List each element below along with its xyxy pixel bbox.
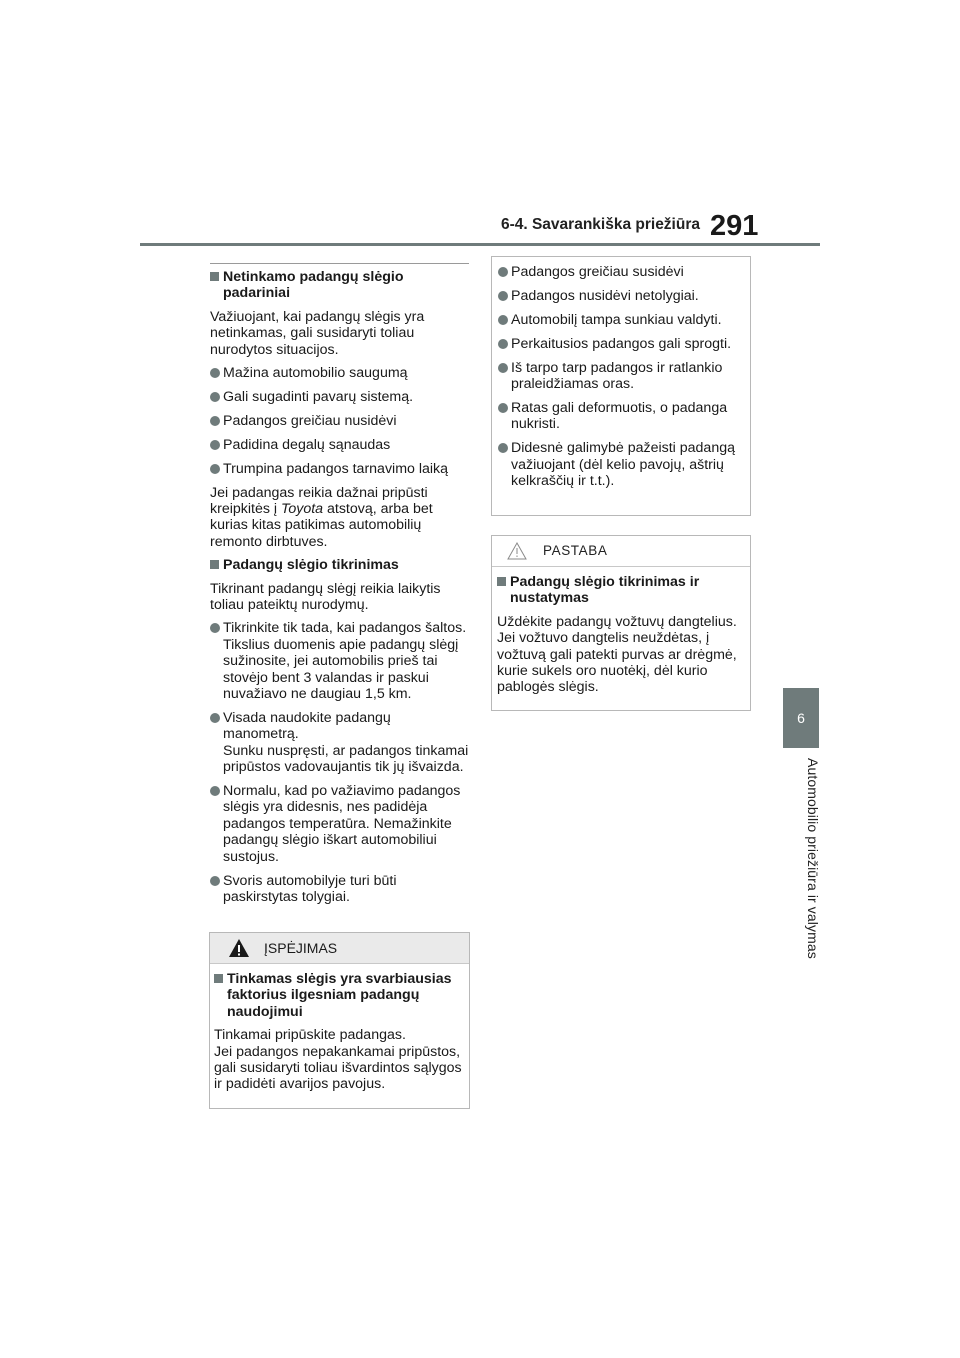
paragraph: Tinkamai pripūskite padangas. Jei padangos nepakankamai pripūstos, gali susidaryti toliau išvardintos sąlygos ir padidėti avarijos pavojus.	[214, 1027, 462, 1093]
chapter-title: Automobilio priežiūra ir valymas	[805, 758, 821, 959]
list-item-text: Padangos nusidėvi netolygiai.	[511, 287, 699, 304]
warning-box	[209, 932, 470, 1109]
list-item-text: Ratas gali deformuotis, o padanga nukristi.	[511, 399, 728, 433]
round-bullet-icon	[498, 267, 508, 277]
round-bullet-icon	[498, 291, 508, 301]
heading-text: Padangų slėgio tikrinimas	[223, 557, 399, 574]
paragraph: Uždėkite padangų vožtuvų dangtelius. Jei vožtuvo dangtelis neuždėtas, į vožtuvą gali patekti purvas ar drėgmė, kurie sukels oro nuotėkį, dėl kurio pablogės slėgis.	[497, 613, 737, 696]
list-item-text: Didesnė galimybė pažeisti padangą važiuojant (dėl kelio pavojų, aštrių kelkraščių ir t.t.).	[511, 440, 735, 490]
list-item-text: Padidina degalų sąnaudas	[223, 436, 391, 453]
round-bullet-icon	[210, 876, 220, 886]
square-bullet-icon	[210, 272, 219, 281]
list-item	[498, 312, 746, 328]
left-column	[210, 269, 470, 913]
list-item	[498, 360, 746, 393]
list-item	[210, 620, 470, 702]
round-bullet-icon	[210, 713, 220, 723]
chapter-tab: 6	[783, 688, 819, 748]
section-heading	[210, 269, 470, 302]
section-heading	[214, 971, 465, 1020]
round-bullet-icon	[210, 464, 220, 474]
list-item-text: Padangos greičiau nusidėvi	[223, 412, 397, 429]
list-item-text: Trumpina padangos tarnavimo laiką	[223, 460, 449, 477]
round-bullet-icon	[498, 315, 508, 325]
brand-name: Toyota	[280, 500, 324, 517]
list-item	[498, 336, 746, 352]
paragraph: Važiuojant, kai padangų slėgis yra netinkamas, gali susidaryti toliau nurodytos situacijos.	[210, 308, 425, 358]
round-bullet-icon	[498, 339, 508, 349]
square-bullet-icon	[497, 577, 506, 586]
warning-triangle-icon	[228, 938, 250, 958]
heading-text: Padangų slėgio tikrinimas ir nustatymas	[510, 574, 700, 607]
round-bullet-icon	[498, 403, 508, 413]
page-number: 291	[710, 210, 759, 242]
note-box	[491, 535, 751, 711]
list-item-text: Padangos greičiau susidėvi	[511, 264, 684, 280]
list-item	[210, 710, 470, 776]
list-item-text: Iš tarpo tarp padangos ir ratlankio praleidžiamas oras.	[511, 359, 723, 393]
list-item	[210, 365, 470, 381]
list-item-text: Normalu, kad po važiavimo padangos slėgis yra didesnis, nes padidėja padangos temperatūra. Nemažinkite padangų slėgio iškart automobiliui sustojus.	[223, 783, 461, 865]
section-title: 6-4. Savarankiška priežiūra	[500, 216, 700, 233]
warning-body	[210, 964, 469, 1093]
text-span: atstovą, arba bet kurias kitas patikimas automobilių remonto dirbtuves.	[210, 500, 433, 550]
round-bullet-icon	[498, 363, 508, 373]
round-bullet-icon	[210, 623, 220, 633]
list-item-text: Tikrinkite tik tada, kai padangos šaltos. Tikslius duomenis apie padangų slėgį sužinosite, jei automobilis prieš tai stovėjo bent 3 valandas ir paskui nuvažiavo ne daugiau 1,5 km.	[223, 620, 467, 703]
warning-header	[210, 933, 469, 964]
list-item-text: Visada naudokite padangų manometrą. Sunku nuspręsti, ar padangos tinkamai pripūstos vadovaujantis tik jų išvaizda.	[223, 709, 469, 776]
list-item-text: Automobilį tampa sunkiau valdyti.	[511, 311, 722, 328]
list-item-text: Svoris automobilyje turi būti paskirstytas tolygiai.	[223, 872, 397, 905]
section-heading	[210, 557, 470, 573]
list-item	[498, 288, 746, 304]
list-item-text: Mažina automobilio saugumą	[223, 365, 408, 382]
heading-text: Tinkamas slėgis yra svarbiausias faktorius ilgesniam padangų naudojimui	[227, 971, 452, 1020]
paragraph: Tikrinant padangų slėgį reikia laikytis toliau pateiktų nurodymų.	[210, 580, 441, 613]
warning-title: ĮSPĖJIMAS	[264, 939, 338, 956]
list-item	[210, 413, 470, 429]
square-bullet-icon	[210, 560, 219, 569]
column-rule	[210, 263, 469, 264]
header-rule	[140, 243, 820, 246]
bullet-list	[210, 620, 470, 905]
heading-text: Netinkamo padangų slėgio padariniai	[223, 269, 404, 302]
round-bullet-icon	[210, 440, 220, 450]
note-header	[492, 536, 750, 567]
list-item	[498, 400, 746, 433]
bullet-list	[210, 365, 470, 477]
list-item	[210, 461, 470, 477]
round-bullet-icon	[210, 786, 220, 796]
round-bullet-icon	[210, 392, 220, 402]
round-bullet-icon	[210, 368, 220, 378]
list-item-text: Perkaitusios padangos gali sprogti.	[511, 335, 732, 352]
list-item	[498, 440, 746, 489]
text-span: Jei padangas reikia dažnai pripūsti kreipkitės į	[210, 484, 428, 517]
note-triangle-icon	[507, 542, 527, 560]
list-item	[210, 783, 470, 865]
list-item	[210, 873, 470, 906]
list-item-text: Gali sugadinti pavarų sistemą.	[223, 388, 414, 405]
round-bullet-icon	[498, 443, 508, 453]
list-item	[210, 437, 470, 453]
section-heading	[497, 574, 746, 607]
note-body	[492, 567, 750, 696]
square-bullet-icon	[214, 974, 223, 983]
paragraph	[210, 485, 470, 551]
list-item	[498, 264, 746, 280]
list-item	[210, 389, 470, 405]
bullet-list	[492, 257, 750, 489]
consequences-box	[491, 256, 751, 516]
note-title: PASTABA	[543, 542, 608, 558]
round-bullet-icon	[210, 416, 220, 426]
